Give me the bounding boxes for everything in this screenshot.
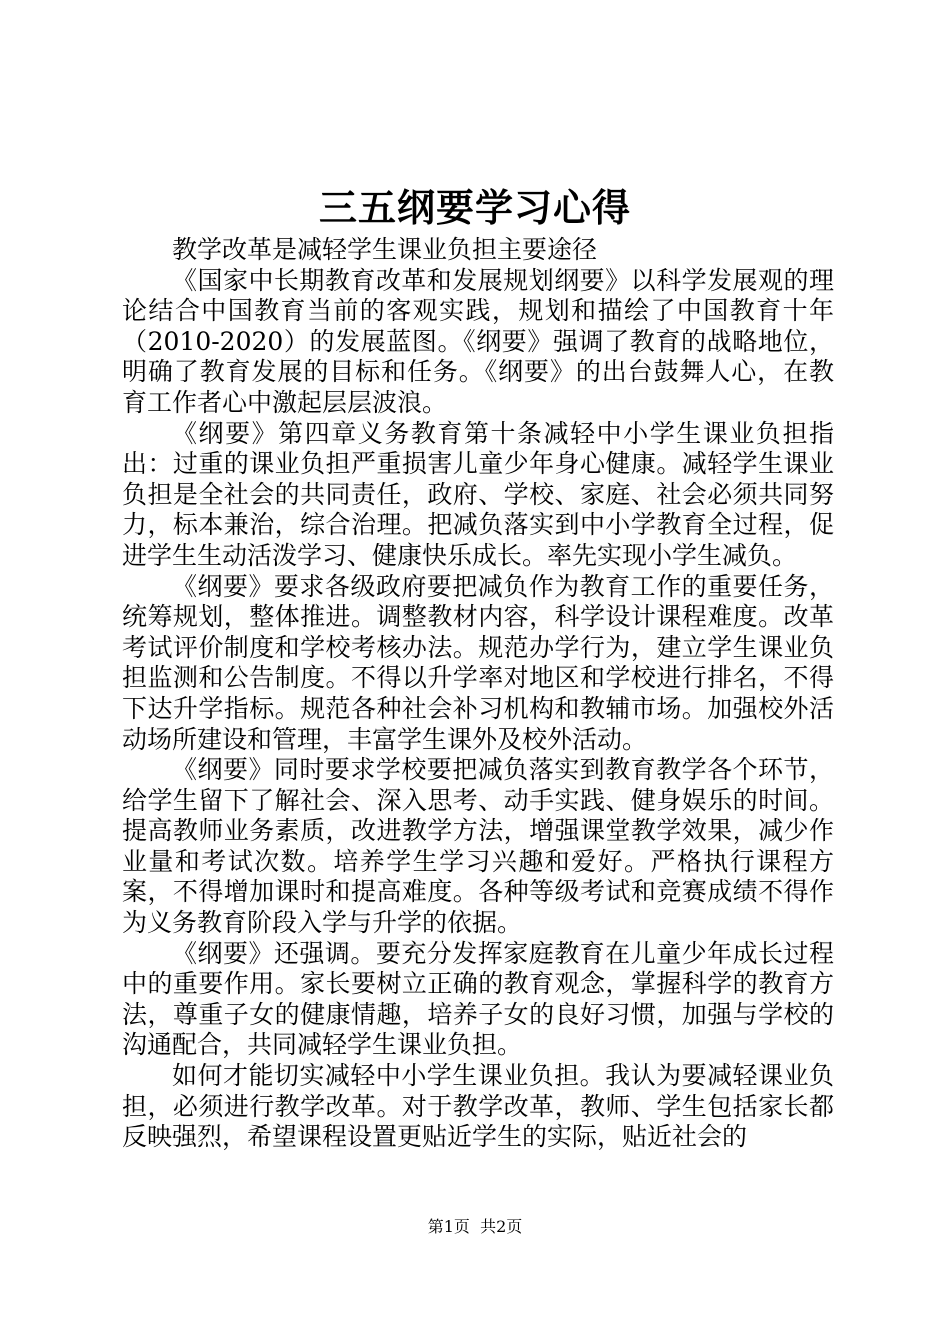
paragraph: 《纲要》要求各级政府要把减负作为教育工作的重要任务，统筹规划，整体推进。调整教材内容，科学设计课程难度。改革考试评价制度和学校考核办法。规范办学行为，建立学生课业负担监测和公告制度。不得以升学率对地区和学校进行排名，不得下达升学指标。规范各种社会补习机构和教辅市场。加强校外活动场所建设和管理，丰富学生课外及校外活动。 [122, 571, 834, 754]
paragraph: 《国家中长期教育改革和发展规划纲要》以科学发展观的理论结合中国教育当前的客观实践，规划和描绘了中国教育十年（2010-2020）的发展蓝图。《纲要》强调了教育的战略地位，明确了教育发展的目标和任务。《纲要》的出台鼓舞人心，在教育工作者心中激起层层波浪。 [122, 265, 834, 417]
paragraph: 《纲要》第四章义务教育第十条减轻中小学生课业负担指出：过重的课业负担严重损害儿童少年身心健康。减轻学生课业负担是全社会的共同责任，政府、学校、家庭、社会必须共同努力，标本兼治，综合治理。把减负落实到中小学教育全过程，促进学生生动活泼学习、健康快乐成长。率先实现小学生减负。 [122, 418, 834, 570]
paragraph-subtitle: 教学改革是减轻学生课业负担主要途径 [172, 235, 598, 264]
document-title: 三五纲要学习心得 [318, 185, 631, 230]
footer-separator [470, 1217, 480, 1236]
document-body [122, 235, 834, 1153]
paragraph: 如何才能切实减轻中小学生课业负担。我认为要减轻课业负担，必须进行教学改革。对于教学改革，教师、学生包括家长都反映强烈，希望课程设置更贴近学生的实际，贴近社会的 [122, 1061, 834, 1152]
page-number: 第1页 [427, 1217, 470, 1236]
paragraph: 《纲要》同时要求学校要把减负落实到教育教学各个环节，给学生留下了解社会、深入思考、动手实践、健身娱乐的时间。提高教师业务素质，改进教学方法，增强课堂教学效果，减少作业量和考试次数。培养学生学习兴趣和爱好。严格执行课程方案，不得增加课时和提高难度。各种等级考试和竞赛成绩不得作为义务教育阶段入学与升学的依据。 [122, 755, 834, 938]
paragraph: 《纲要》还强调。要充分发挥家庭教育在儿童少年成长过程中的重要作用。家长要树立正确的教育观念，掌握科学的教育方法，尊重子女的健康情趣，培养子女的良好习惯，加强与学校的沟通配合，共同减轻学生课业负担。 [122, 938, 834, 1060]
page-footer [0, 1216, 950, 1238]
page-total: 共2页 [480, 1217, 523, 1236]
